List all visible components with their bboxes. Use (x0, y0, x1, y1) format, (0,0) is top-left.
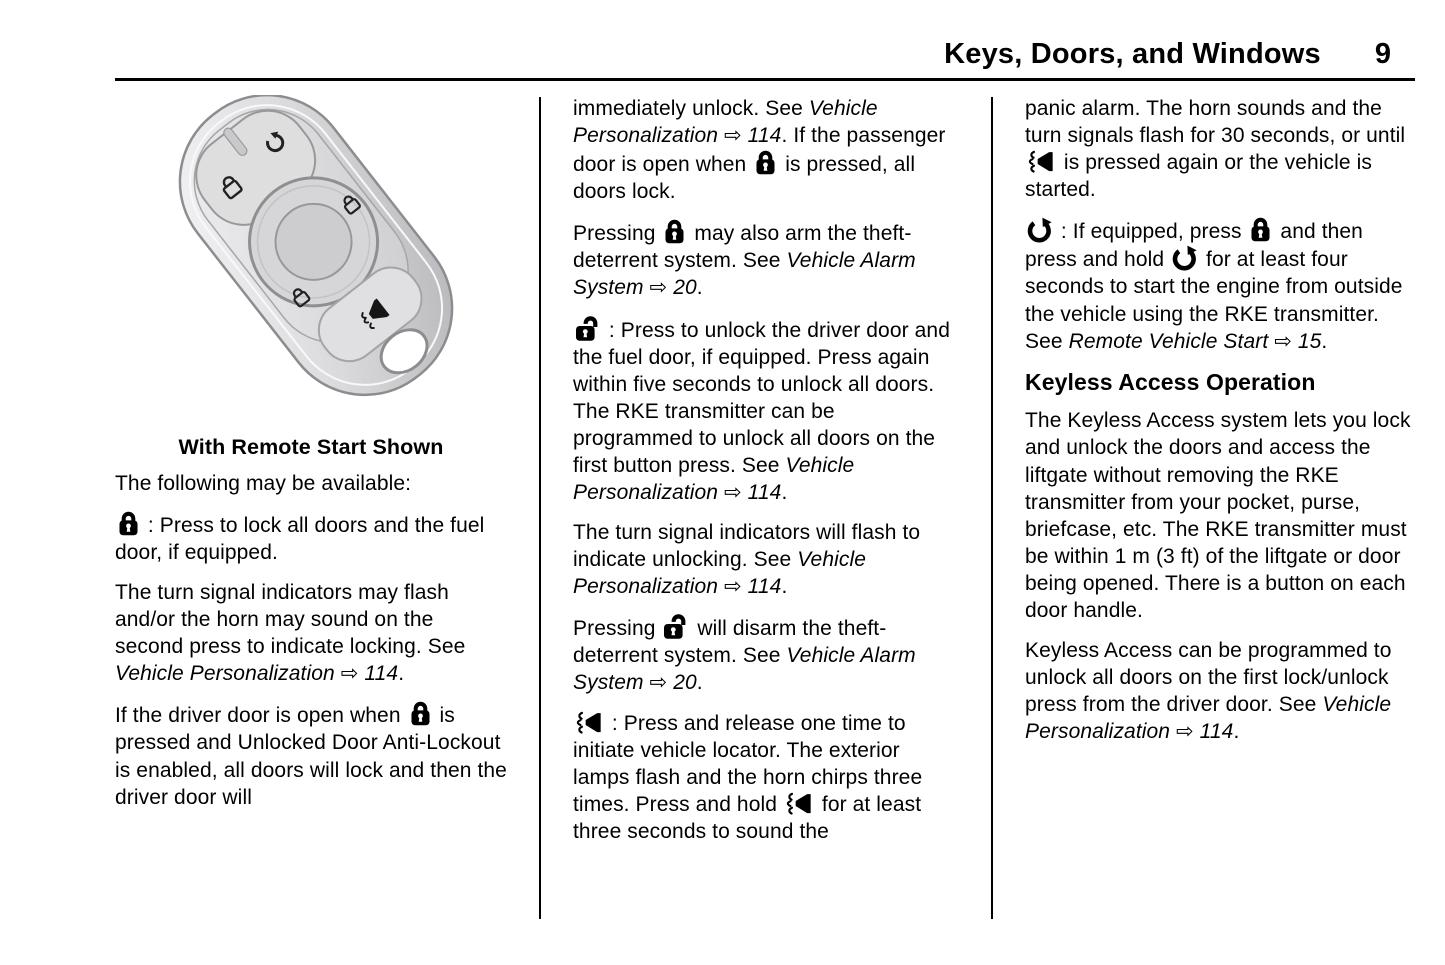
text-segment: : If equipped, press (1055, 220, 1248, 244)
chapter-title: Keys, Doors, and Windows (944, 38, 1321, 70)
header-rule (115, 78, 1415, 81)
lock-icon (1249, 216, 1272, 243)
text-segment: . (1233, 720, 1240, 744)
lock-icon (754, 149, 777, 176)
unlock-icon (663, 613, 689, 640)
text-segment: Keyless Access can be programmed to unlock all doors on the first lock/unlock press from the driver door. See (1025, 638, 1392, 717)
text-segment: ⇨ (718, 481, 748, 505)
text-segment: . (696, 276, 703, 300)
text-segment: If the driver door is open when (115, 704, 407, 728)
paragraph (573, 519, 959, 600)
column-left (115, 95, 507, 931)
reference-text: Vehicle Personalization (573, 97, 878, 148)
reference-text: Vehicle Personalization (573, 548, 867, 599)
lock-icon (663, 218, 686, 245)
left-column-text (115, 470, 507, 811)
horn-icon (1027, 149, 1056, 174)
text-segment: for at least three seconds to sound the (573, 792, 922, 843)
horn-icon (575, 710, 604, 735)
text-segment: . (398, 662, 405, 686)
horn-icon (785, 791, 814, 816)
text-segment: . (781, 575, 788, 599)
paragraph (115, 470, 507, 497)
column-divider (539, 97, 541, 919)
page-number: 9 (1374, 38, 1391, 70)
rke-transmitter-illustration (116, 95, 506, 425)
paragraph (573, 218, 959, 301)
text-segment: : Press to lock all doors and the fuel door, if equipped. (115, 513, 485, 564)
text-segment: ⇨ (718, 124, 748, 148)
text-segment: may also arm the theft-deterrent system. See (573, 222, 912, 273)
text-segment: immediately unlock. See (573, 97, 809, 120)
paragraph (115, 579, 507, 687)
paragraph (1025, 95, 1411, 203)
right-column-text (1025, 95, 1411, 745)
middle-column-text (573, 95, 959, 845)
text-segment: ⇨ (718, 575, 748, 599)
paragraph (1025, 216, 1411, 354)
rke-transmitter-figure (115, 95, 507, 462)
reference-text: Remote Vehicle Start (1068, 329, 1269, 353)
text-segment: and then press and hold (1025, 220, 1363, 272)
unlock-icon (575, 315, 601, 342)
text-segment: ⇨ (643, 276, 674, 300)
paragraph (115, 510, 507, 566)
text-segment: ⇨ (1268, 329, 1298, 353)
reference-text: 114 (747, 575, 782, 599)
reference-text: 114 (364, 662, 399, 686)
paragraph (115, 700, 507, 810)
text-segment: is pressed and Unlocked Door Anti-Lockout is enabled, all doors will lock and then the driver door will (115, 704, 507, 809)
reference-text: 15 (1297, 329, 1322, 353)
text-segment: Pressing (573, 222, 662, 246)
text-segment: : Press and release one time to initiate vehicle locator. The exterior lamps flash and the horn chirps three times. Press and hold (573, 711, 923, 816)
text-segment: ⇨ (1170, 720, 1200, 744)
text-segment: . (1321, 329, 1328, 353)
remote-start-icon (1027, 217, 1053, 243)
paragraph (1025, 407, 1411, 624)
column-right (1025, 95, 1411, 931)
text-segment: for at least four seconds to start the engine from outside the vehicle using the RKE transmitter. See (1025, 248, 1403, 353)
column-divider (991, 97, 993, 919)
paragraph (573, 315, 959, 507)
reference-text: 114 (1199, 720, 1234, 744)
text-segment: The Keyless Access system lets you lock and unlock the doors and access the liftgate without removing the RKE transmitter from your pocket, purse, briefcase, etc. The RKE transmitter must be within 1 m (3 ft) of the liftgate or door being opened. There is a button on each door handle. (1025, 409, 1411, 622)
reference-text: 114 (747, 124, 782, 148)
text-segment: is pressed, all doors lock. (573, 153, 916, 204)
lock-icon (117, 510, 140, 537)
text-segment: The turn signal indicators will flash to indicate unlocking. See (573, 521, 921, 572)
reference-text: 114 (747, 481, 782, 505)
text-segment: . If the passenger door is open when (573, 124, 946, 177)
paragraph (573, 710, 959, 845)
text-segment: : Press to unlock the driver door and the fuel door, if equipped. Press again within five seconds to unlock all doors. The RKE transmitter can be programmed to unlock all doors on the first button press. See (573, 318, 950, 477)
reference-text: 20 (673, 276, 697, 300)
text-segment: The turn signal indicators may flash and/or the horn may sound on the second press to indicate locking. See (115, 581, 466, 659)
text-segment: Pressing (573, 617, 662, 641)
lock-icon (409, 700, 432, 727)
remote-start-icon (1172, 245, 1198, 271)
paragraph (573, 95, 959, 205)
figure-caption: With Remote Start Shown (178, 435, 444, 460)
reference-text: Vehicle Personalization (115, 662, 335, 686)
section-heading: Keyless Access Operation (1025, 368, 1316, 395)
text-segment: ⇨ (643, 671, 674, 695)
text-segment: is pressed again or the vehicle is started. (1025, 151, 1372, 202)
paragraph (573, 613, 959, 696)
reference-text: Vehicle Personalization (1025, 693, 1392, 744)
reference-text: Vehicle Personalization (573, 453, 855, 505)
text-segment: . (781, 481, 788, 505)
content-columns (115, 95, 1415, 931)
paragraph (1025, 637, 1411, 745)
text-segment: The following may be available: (115, 471, 412, 495)
text-segment: will disarm the theft-deterrent system. See (573, 617, 887, 668)
text-segment: ⇨ (334, 662, 365, 686)
reference-text: 20 (673, 671, 697, 695)
page-header (115, 38, 1415, 71)
reference-text: Vehicle Alarm System (573, 644, 916, 695)
column-middle (573, 95, 959, 931)
reference-text: Vehicle Alarm System (573, 249, 916, 300)
text-segment: . (696, 671, 703, 695)
text-segment: panic alarm. The horn sounds and the turn signals flash for 30 seconds, or until (1025, 97, 1406, 148)
